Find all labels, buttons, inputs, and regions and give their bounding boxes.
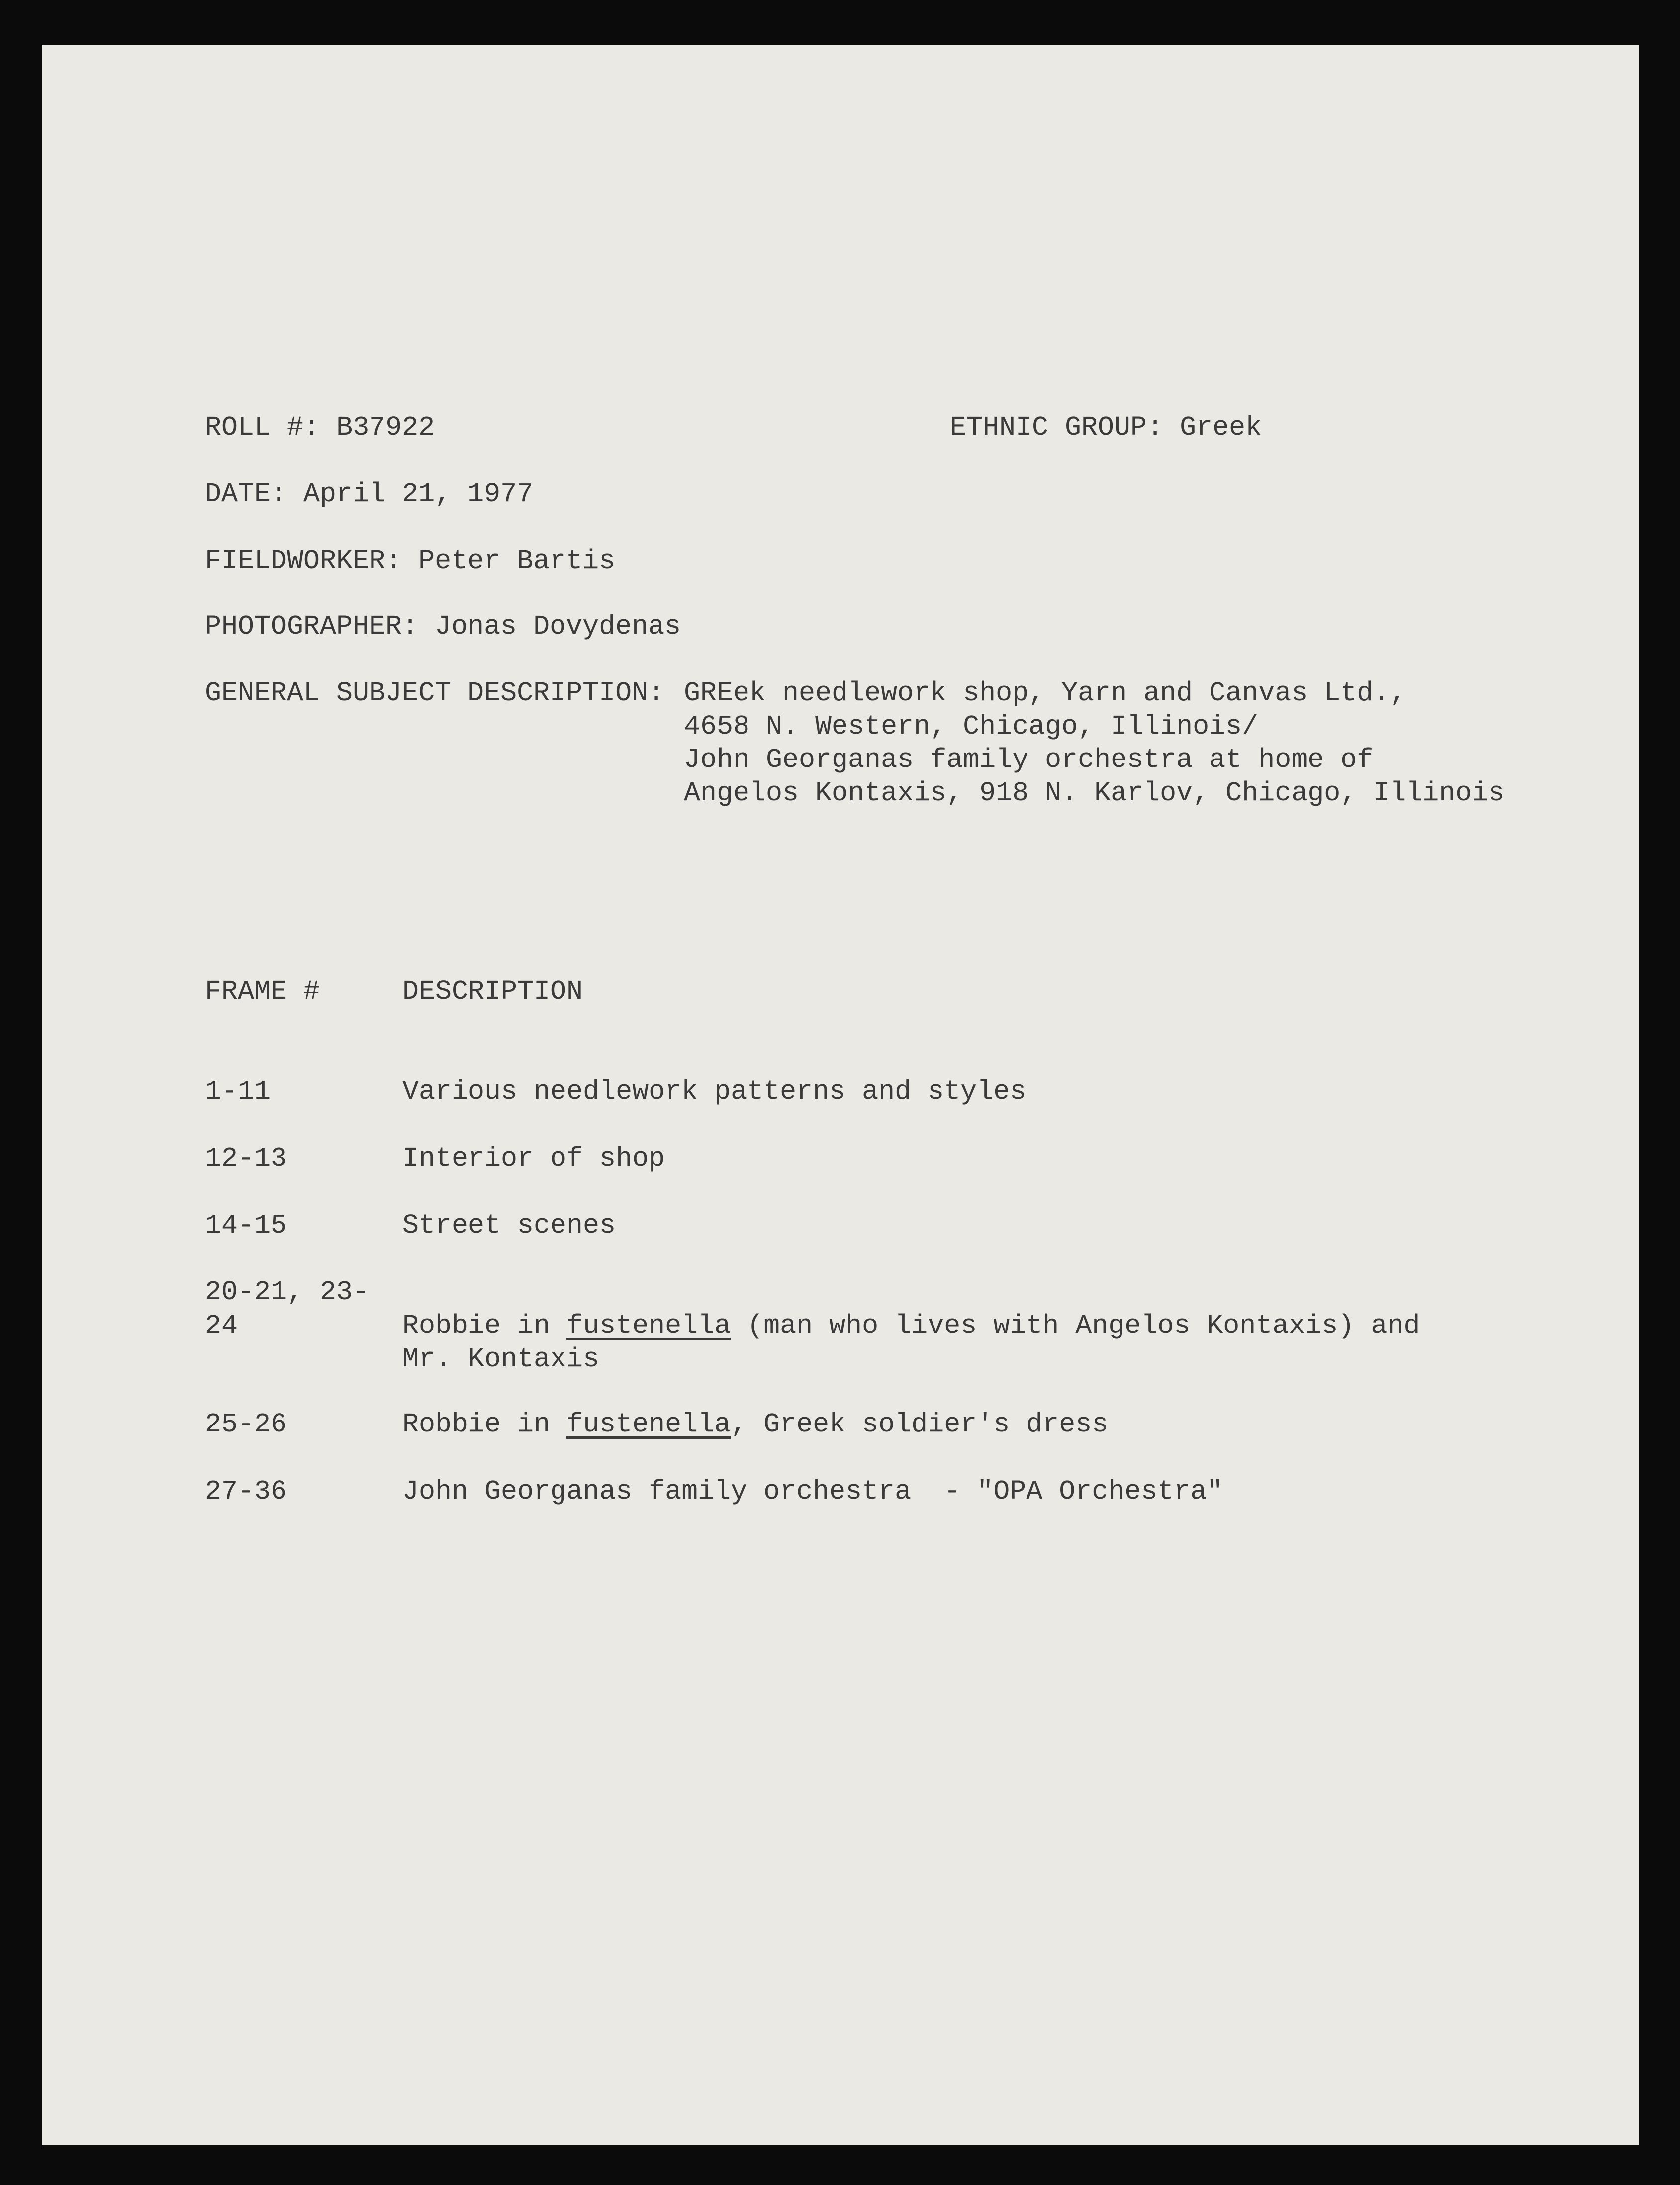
text: (man who lives with Angelos Kontaxis) and <box>731 1310 1420 1341</box>
roll-value: B37922 <box>336 412 435 443</box>
frame-description: John Georganas family orchestra - "OPA Orchestra" <box>402 1476 1223 1507</box>
text: Robbie in <box>402 1310 567 1341</box>
frame-number: 24 <box>205 1310 238 1341</box>
frame-description: Street scenes <box>402 1210 616 1241</box>
subject-line: 4658 N. Western, Chicago, Illinois/ <box>684 711 1259 742</box>
fieldworker-value: Peter Bartis <box>418 545 616 576</box>
frame-column-header: FRAME # <box>205 976 320 1007</box>
text: Robbie in <box>402 1409 567 1440</box>
frame-number: 14-15 <box>205 1210 287 1241</box>
text: , Greek soldier's dress <box>731 1409 1109 1440</box>
frame-number: 25-26 <box>205 1409 287 1440</box>
date-value: April 21, 1977 <box>303 478 534 510</box>
underlined-term: fustenella <box>566 1409 731 1440</box>
frame-number: 20-21, 23- <box>205 1276 370 1308</box>
frame-number: 12-13 <box>205 1143 287 1174</box>
subject-line: John Georganas family orchestra at home of <box>684 744 1374 775</box>
fieldworker-label: FIELDWORKER: <box>205 545 402 576</box>
frame-description: Interior of shop <box>402 1143 665 1174</box>
photographer-value: Jonas Dovydenas <box>435 611 681 642</box>
frame-description <box>402 1409 1108 1440</box>
description-column-header: DESCRIPTION <box>402 976 583 1007</box>
date-field <box>205 478 533 510</box>
ethnic-value: Greek <box>1180 412 1262 443</box>
date-label: DATE: <box>205 478 287 510</box>
ethnic-group-field <box>950 412 1262 444</box>
subject-line: GREek needlework shop, Yarn and Canvas Ltd., <box>684 677 1406 709</box>
frame-number: 27-36 <box>205 1476 287 1507</box>
frame-description: Various needlework patterns and styles <box>402 1076 1027 1107</box>
photographer-label: PHOTOGRAPHER: <box>205 611 419 642</box>
frame-description <box>402 1310 1420 1342</box>
ethnic-label: ETHNIC GROUP: <box>950 412 1164 443</box>
roll-label: ROLL #: <box>205 412 320 443</box>
fieldworker-field <box>205 545 615 577</box>
subject-label: GENERAL SUBJECT DESCRIPTION: <box>205 677 665 709</box>
underlined-term: fustenella <box>566 1310 731 1341</box>
roll-field <box>205 412 435 444</box>
photographer-field <box>205 611 681 643</box>
frame-description: Mr. Kontaxis <box>402 1343 600 1375</box>
frame-number: 1-11 <box>205 1076 271 1107</box>
subject-line: Angelos Kontaxis, 918 N. Karlov, Chicago, Illinois <box>684 777 1505 809</box>
